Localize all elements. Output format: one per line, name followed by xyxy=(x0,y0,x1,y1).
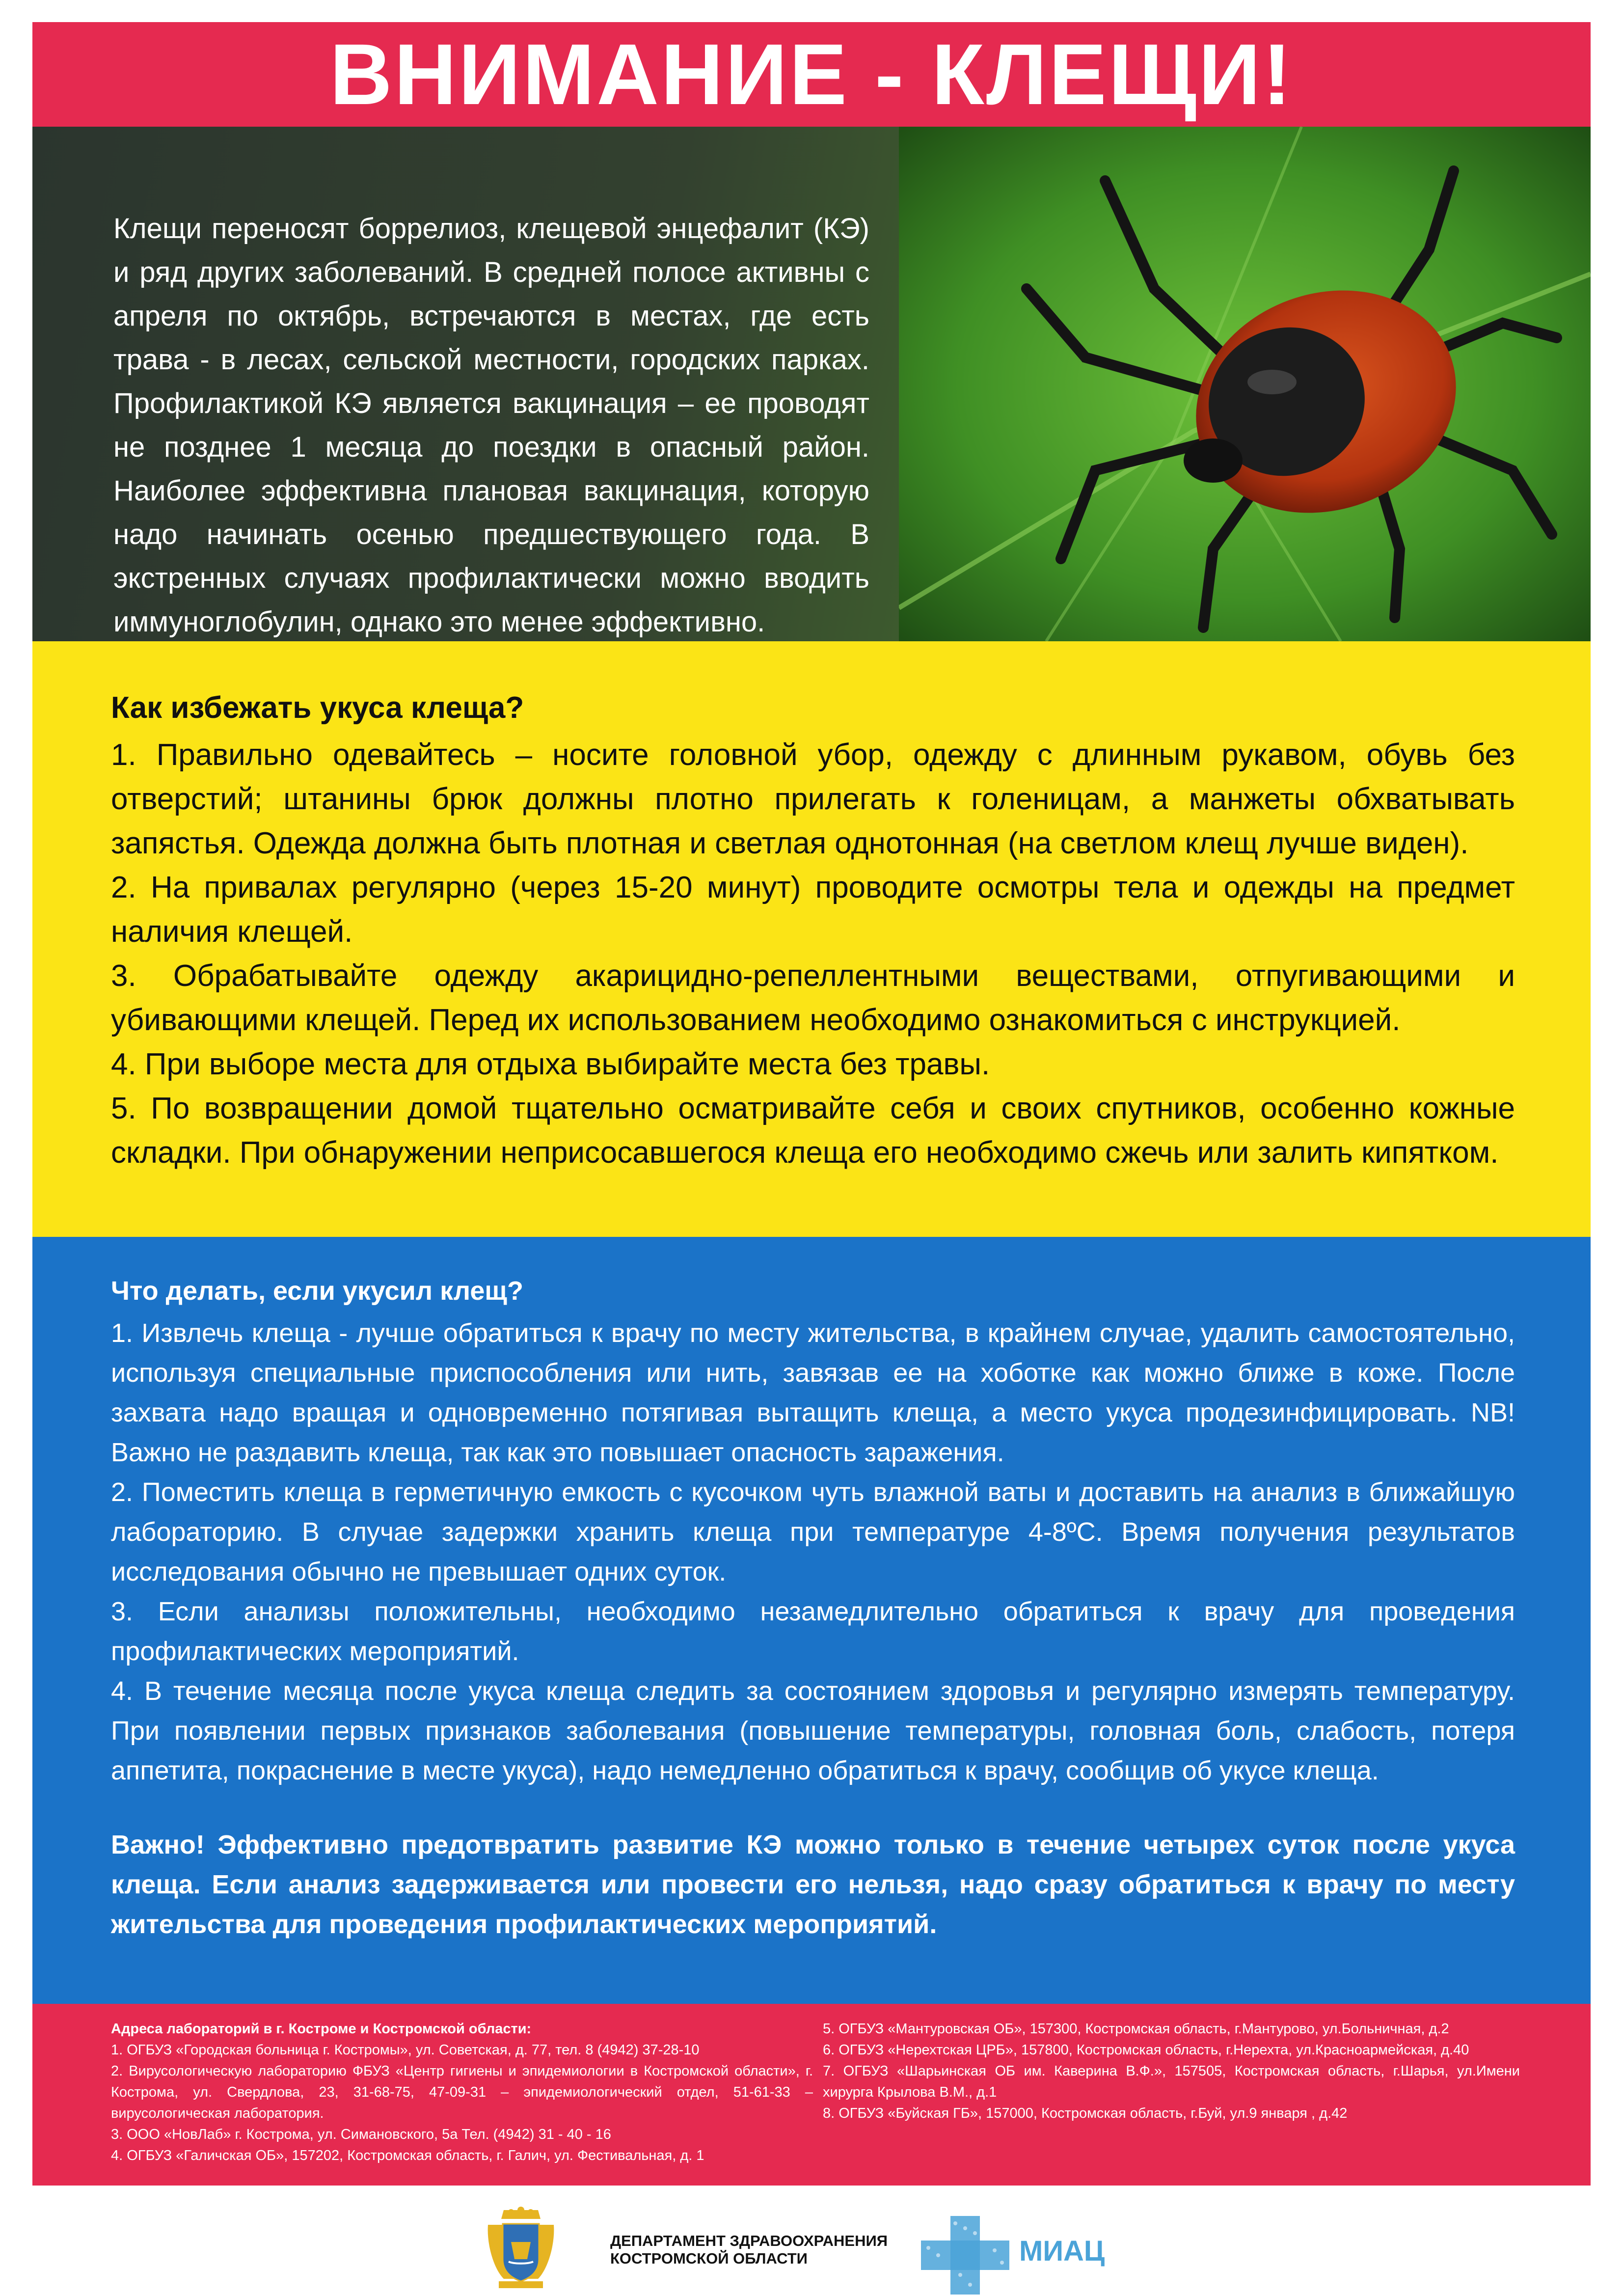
lab-address: 8. ОГБУЗ «Буйская ГБ», 157000, Костромская область, г.Буй, ул.9 января , д.42 xyxy=(823,2105,1348,2121)
intro-section xyxy=(32,127,1591,641)
labs-section xyxy=(32,2004,1591,2186)
bite-item: 4. В течение месяца после укуса клеща следить за состоянием здоровья и регулярно измерять температуру. При появлении первых признаков заболевания (повышение температуры, головная боль, слабость, потеря аппетита, покраснение в месте укуса), надо немедленно обратиться к врачу, сообщив об укусе клеща. xyxy=(111,1676,1515,1785)
prevention-heading: Как избежать укуса клеща? xyxy=(111,691,524,725)
title-bar xyxy=(32,22,1591,127)
coat-of-arms-icon xyxy=(484,2205,558,2291)
prevention-item: 2. На привалах регулярно (через 15-20 минут) проводите осмотры тела и одежды на предмет наличия клещей. xyxy=(111,871,1515,949)
bite-heading: Что делать, если укусил клещ? xyxy=(111,1276,523,1306)
department-line: ДЕПАРТАМЕНТ ЗДРАВООХРАНЕНИЯ xyxy=(610,2232,888,2249)
prevention-section xyxy=(32,641,1591,1237)
bite-section xyxy=(32,1237,1591,2004)
prevention-item: 5. По возвращении домой тщательно осматривайте себя и своих спутников, особенно кожные складки. При обнаружении неприсосавшегося клеща его необходимо сжечь или залить кипятком. xyxy=(111,1092,1515,1170)
miac-logo-text: МИАЦ xyxy=(1019,2235,1105,2267)
bite-item: 1. Извлечь клеща - лучше обратиться к врачу по месту жительства, в крайнем случае, удалить самостоятельно, используя специальные приспособления или нить, завязав ее на хоботке как можно ближе в коже. После захвата надо вращая и одновременно потягивая вытащить клеща, а место укуса продезинфицировать. NB! Важно не раздавить клеща, так как это повышает опасность заражения. xyxy=(111,1318,1515,1467)
lab-address: 7. ОГБУЗ «Шарьинская ОБ им. Каверина В.Ф.», 157505, Костромская область, г.Шарья, ул.Имени хирурга Крылова В.М., д.1 xyxy=(823,2063,1520,2100)
lab-address: 4. ОГБУЗ «Галичская ОБ», 157202, Костромская область, г. Галич, ул. Фестивальная, д. 1 xyxy=(111,2148,704,2163)
labs-left-column xyxy=(111,2019,813,2166)
prevention-item: 4. При выборе места для отдыха выбирайте места без травы. xyxy=(111,1047,990,1081)
bite-item: 2. Поместить клеща в герметичную емкость с кусочком чуть влажной ваты и доставить на анализ в ближайшую лабораторию. В случае задержки хранить клеща при температуре 4-8ºC. Время получения результатов исследования обычно не превышает одних суток. xyxy=(111,1477,1515,1586)
lab-address: 2. Вирусологическую лабораторию ФБУЗ «Центр гигиены и эпидемиологии в Костромской области», г. Кострома, ул. Свердлова, 23, 31-68-75, 47-09-31 – эпидемиологический отдел, 51-61-33 – вирусологическая лаборатория. xyxy=(111,2063,813,2121)
footer xyxy=(32,2186,1591,2296)
department-name xyxy=(610,2232,905,2268)
lab-address: 1. ОГБУЗ «Городская больница г. Костромы», ул. Советская, д. 77, тел. 8 (4942) 37-28-10 xyxy=(111,2042,700,2058)
department-line: КОСТРОМСКОЙ ОБЛАСТИ xyxy=(610,2250,808,2267)
labs-right-column xyxy=(823,2019,1520,2124)
lab-address: 3. ООО «НовЛаб» г. Кострома, ул. Симановского, 5а Тел. (4942) 31 - 40 - 16 xyxy=(111,2127,611,2142)
lab-address: 6. ОГБУЗ «Нерехтская ЦРБ», 157800, Костромская область, г.Нерехта, ул.Красноармейская, д.40 xyxy=(823,2042,1469,2058)
intro-text: Клещи переносят боррелиоз, клещевой энцефалит (КЭ) и ряд других заболеваний. В средней полосе активны с апреля по октябрь, встречаются в местах, где есть трава - в лесах, сельской местности, городских парках. Профилактикой КЭ является вакцинация – ее проводят не позднее 1 месяца до поездки в опасный район. Наиболее эффективна плановая вакцинация, которую надо начинать осенью предшествующего года. В экстренных случаях профилактически можно вводить иммуноглобулин, однако это менее эффективно. xyxy=(113,213,869,638)
lab-address: 5. ОГБУЗ «Мантуровская ОБ», 157300, Костромская область, г.Мантурово, ул.Больничная, д.2 xyxy=(823,2021,1449,2037)
tick-photo xyxy=(899,127,1591,641)
page-title: ВНИМАНИЕ - КЛЕЩИ! xyxy=(329,26,1294,123)
labs-heading: Адреса лабораторий в г. Костроме и Костромской области: xyxy=(111,2021,532,2037)
prevention-item: 1. Правильно одевайтесь – носите головной убор, одежду с длинным рукавом, обувь без отверстий; штанины брюк должны плотно прилегать к голеницам, а манжеты обхватывать запястья. Одежда должна быть плотная и светлая однотонная (на светлом клещ лучше виден). xyxy=(111,738,1515,860)
medical-cross-icon xyxy=(916,2216,1014,2295)
prevention-item: 3. Обрабатывайте одежду акарицидно-репеллентными веществами, отпугивающими и убивающими клещей. Перед их использованием необходимо ознакомиться с инструкцией. xyxy=(111,959,1515,1037)
important-note: Важно! Эффективно предотвратить развитие КЭ можно только в течение четырех суток после укуса клеща. Если анализ задерживается или провести его нельзя, надо сразу обратиться к врачу по месту жительства для проведения профилактических мероприятий. xyxy=(111,1830,1515,1939)
bite-item: 3. Если анализы положительны, необходимо незамедлительно обратиться к врачу для проведения профилактических мероприятий. xyxy=(111,1597,1515,1666)
